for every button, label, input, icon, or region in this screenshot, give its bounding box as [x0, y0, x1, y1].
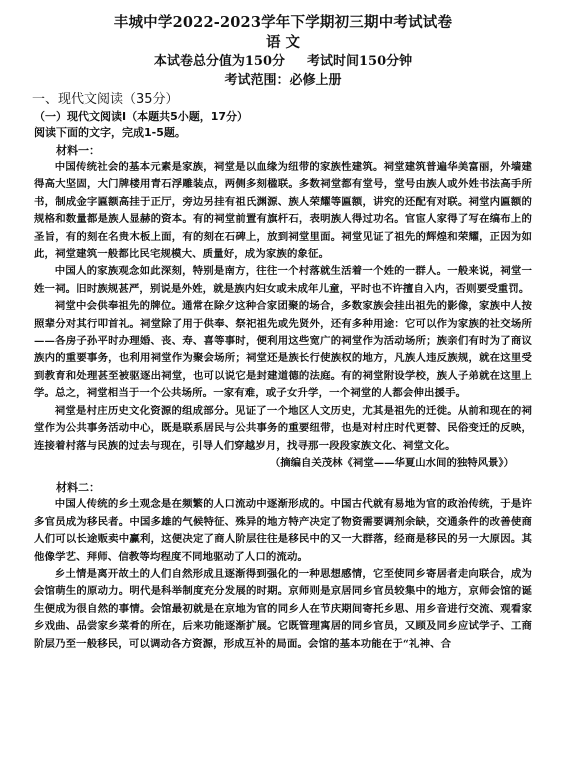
material2-label: 材料二：: [56, 481, 100, 495]
reading-instruction: 阅读下面的文字，完成1-5题。: [34, 126, 186, 139]
subject-title: 语 文: [265, 34, 301, 51]
subsection-heading: （一）现代文阅读Ⅰ（本题共5小题，17分）: [34, 110, 249, 123]
time-info: 考试时间150分钟: [307, 54, 413, 69]
spacer: [34, 472, 532, 478]
exam-scope: 考试范围：必修上册: [224, 73, 342, 88]
material2-paragraph: 中国人传统的乡土观念是在频繁的人口流动中逐渐形成的。中国古代就有易地为官的政治传统，于是许多官员成为移民者。中国多雄的气候特征、殊异的地方特产决定了物资需要调剂余缺，交通条件的改善使商人们可以长途贩卖中赢利，这便决定了商人阶层往往是移民中的又一大群落，经商是移民的另一大原因。其他像学艺、拜师、信教等均程度不同地驱动了人口的流动。: [34, 498, 532, 563]
material1-paragraph: 祠堂是村庄历史文化资源的组成部分。见证了一个地区人文历史，尤其是祖先的迁徙。从前和现在的祠堂作为公共事务活动中心，既是联系居民与公共事务的重要纽带，也是对村庄时代更替、民俗变迁的反映，连接着村落与民族的过去与现在，引导人们穿越岁月，找寻那一段段家族文化、祠堂文化。: [34, 404, 532, 452]
material1-paragraph: 中国传统社会的基本元素是家族，祠堂是以血缘为纽带的家族性建筑。祠堂建筑普遍华美富丽，外墙建得高大坚固，大门牌楼用青石浮雕装点，两侧多刻楹联。多数祠堂都有堂号，堂号由族人或外姓书法高手所书，制成金字匾额高挂于正厅，旁边另挂有祖氏渊源、族人荣耀等匾额，讲究的还配有对联。祠堂内匾额的规格和数量都是族人显赫的资本。有的祠堂前置有旗杆石，表明族人得过功名。官宦人家得了写在缟布上的圣旨，有的刻在名贵木板上面，有的刻在石碑上，放到祠堂里面。祠堂见证了祖先的辉煌和荣耀，正因为如此，祠堂建筑一般都比民宅规模大、质量好，成为家族的象征。: [34, 161, 532, 261]
exam-title: 丰城中学2022-2023学年下学期初三期中考试试卷: [113, 14, 453, 31]
material1-paragraph: 祠堂中会供奉祖先的牌位。通常在除夕这种合家团聚的场合，多数家族会挂出祖先的影像，家族中人按照辈分对其行叩首礼。祠堂除了用于供奉、祭祀祖先或先贤外，还有多种用途：它可以作为家族的社交场所——各房子孙平时办理婚、丧、寿、喜等事时，便利用这些宽广的祠堂作为活动场所；族亲们有时为了商议族内的重要事务，也利用祠堂作为聚会场所；祠堂还是族长行使族权的地方，凡族人违反族规，就在这里受到教育和处理甚至被驱逐出祠堂，也可以说它是封建道德的法庭。有的祠堂附设学校，族人子弟就在这里上学。总之，祠堂相当于一个公共场所。一家有难，或子女升学，一个祠堂的人都会伸出援手。: [34, 300, 532, 400]
material1-label: 材料一：: [56, 144, 100, 157]
material1-source: （摘编自关茂林《祠堂——华夏山水间的独特风景》）: [269, 456, 514, 469]
section-heading: 一、现代文阅读（35分）: [32, 92, 179, 107]
exam-info-row: [34, 52, 532, 71]
score-info: 本试卷总分值为150分: [153, 54, 285, 69]
material2-paragraph: 乡土情是离开故土的人们自然形成且逐渐得到强化的一种思想感情，它至使同乡寄居者走向联合，成为会馆萌生的原动力。明代是科举制度充分发展的时期。京师则是京居同乡官员较集中的地方，京师会馆的诞生便成为很自然的事情。会馆最初就是在京地为官的同乡人在节庆期间寄托乡思、用乡音进行交流、观看家乡戏曲、品尝家乡菜肴的所在，后来功能逐渐扩展。它既管理寓居的同乡官员，又顾及同乡应试学子、工商阶层乃至一般移民，可以调动各方资源，形成互补的局面。会馆的基本功能在于“礼神、合: [34, 567, 532, 650]
material1-paragraph: 中国人的家族观念如此深刻，特别是南方，往往一个村落就生活着一个姓的一群人。一般来说，祠堂一姓一祠。旧时族规甚严，别说是外姓，就是族内妇女或未成年儿童，平时也不许擅自入内，否则要受重罚。: [34, 265, 532, 295]
